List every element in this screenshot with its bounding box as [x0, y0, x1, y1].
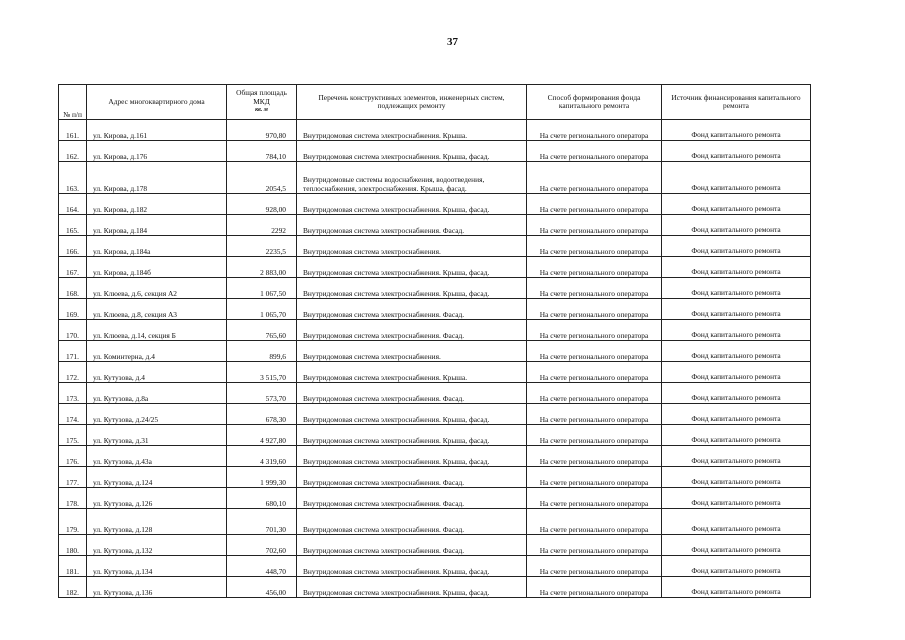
row-works: Внутридомовая система электроснабжения. Крыша, фасад.: [297, 194, 527, 215]
header-area-unit: кв. м: [255, 107, 268, 114]
table-row: [59, 467, 811, 488]
row-source: Фонд капитального ремонта: [662, 236, 811, 257]
table-row: [59, 320, 811, 341]
row-works: Внутридомовая система электроснабжения. Крыша, фасад.: [297, 257, 527, 278]
row-method: На счете регионального оператора: [527, 162, 662, 194]
row-source: Фонд капитального ремонта: [662, 362, 811, 383]
row-source: Фонд капитального ремонта: [662, 162, 811, 194]
table-row: [59, 509, 811, 535]
row-method: На счете регионального оператора: [527, 425, 662, 446]
row-area: 899,6: [227, 341, 297, 362]
row-area: 1 065,70: [227, 299, 297, 320]
table-row: [59, 162, 811, 194]
row-method: На счете регионального оператора: [527, 556, 662, 577]
table-row: [59, 556, 811, 577]
row-number: 175.: [59, 425, 87, 446]
row-works: Внутридомовая система электроснабжения. Фасад.: [297, 535, 527, 556]
row-address: ул. Кирова, д.176: [87, 141, 227, 162]
row-works: Внутридомовая система электроснабжения. Фасад.: [297, 320, 527, 341]
row-number: 174.: [59, 404, 87, 425]
row-number: 173.: [59, 383, 87, 404]
row-address: ул. Кутузова, д.4: [87, 362, 227, 383]
row-source: Фонд капитального ремонта: [662, 120, 811, 141]
row-method: На счете регионального оператора: [527, 341, 662, 362]
row-area: 701,30: [227, 509, 297, 535]
table-row: [59, 236, 811, 257]
row-number: 167.: [59, 257, 87, 278]
row-number: 166.: [59, 236, 87, 257]
row-source: Фонд капитального ремонта: [662, 383, 811, 404]
table-body: [59, 120, 811, 598]
row-source: Фонд капитального ремонта: [662, 577, 811, 598]
row-source: Фонд капитального ремонта: [662, 141, 811, 162]
row-works: Внутридомовая система электроснабжения. Фасад.: [297, 299, 527, 320]
header-method: Способ формирования фонда капитального ремонта: [527, 85, 662, 120]
row-source: Фонд капитального ремонта: [662, 556, 811, 577]
row-source: Фонд капитального ремонта: [662, 467, 811, 488]
row-method: На счете регионального оператора: [527, 404, 662, 425]
row-area: 1 067,50: [227, 278, 297, 299]
table-row: [59, 215, 811, 236]
row-source: Фонд капитального ремонта: [662, 535, 811, 556]
row-address: ул. Кутузова, д.126: [87, 488, 227, 509]
row-area: 2054,5: [227, 162, 297, 194]
row-address: ул. Коминтерна, д.4: [87, 341, 227, 362]
table-row: [59, 141, 811, 162]
row-address: ул. Кирова, д.184б: [87, 257, 227, 278]
row-area: 448,70: [227, 556, 297, 577]
row-source: Фонд капитального ремонта: [662, 425, 811, 446]
row-address: ул. Кутузова, д.128: [87, 509, 227, 535]
row-works: Внутридомовая система электроснабжения. Крыша, фасад.: [297, 404, 527, 425]
row-method: На счете регионального оператора: [527, 362, 662, 383]
row-area: 456,00: [227, 577, 297, 598]
row-area: 4 319,60: [227, 446, 297, 467]
row-area: 702,60: [227, 535, 297, 556]
row-number: 168.: [59, 278, 87, 299]
row-works: Внутридомовая система электроснабжения. Фасад.: [297, 509, 527, 535]
row-area: 1 999,30: [227, 467, 297, 488]
row-source: Фонд капитального ремонта: [662, 299, 811, 320]
row-number: 164.: [59, 194, 87, 215]
row-source: Фонд капитального ремонта: [662, 488, 811, 509]
row-source: Фонд капитального ремонта: [662, 215, 811, 236]
row-area: 3 515,70: [227, 362, 297, 383]
row-method: На счете регионального оператора: [527, 488, 662, 509]
row-method: На счете регионального оператора: [527, 141, 662, 162]
row-address: ул. Кирова, д.182: [87, 194, 227, 215]
row-area: 678,30: [227, 404, 297, 425]
row-method: На счете регионального оператора: [527, 535, 662, 556]
row-address: ул. Кутузова, д.24/25: [87, 404, 227, 425]
row-works: Внутридомовая система электроснабжения. Крыша, фасад.: [297, 556, 527, 577]
row-area: 2 883,00: [227, 257, 297, 278]
table-row: [59, 488, 811, 509]
row-address: ул. Клюева, д.14, секция Б: [87, 320, 227, 341]
row-address: ул. Кирова, д.184а: [87, 236, 227, 257]
row-works: Внутридомовая система электроснабжения. Крыша.: [297, 362, 527, 383]
table-row: [59, 425, 811, 446]
row-address: ул. Кутузова, д.134: [87, 556, 227, 577]
row-number: 162.: [59, 141, 87, 162]
header-address: Адрес многоквартирного дома: [87, 85, 227, 120]
row-source: Фонд капитального ремонта: [662, 341, 811, 362]
row-source: Фонд капитального ремонта: [662, 194, 811, 215]
row-area: 928,00: [227, 194, 297, 215]
page-number: 37: [447, 36, 458, 48]
row-area: 970,80: [227, 120, 297, 141]
header-source: Источник финансирования капитального ремонта: [662, 85, 811, 120]
row-area: 765,60: [227, 320, 297, 341]
row-number: 170.: [59, 320, 87, 341]
row-works: Внутридомовая система электроснабжения. Крыша, фасад.: [297, 577, 527, 598]
table-row: [59, 278, 811, 299]
row-method: На счете регионального оператора: [527, 299, 662, 320]
row-works: Внутридомовая система электроснабжения.: [297, 341, 527, 362]
table-row: [59, 120, 811, 141]
table-row: [59, 257, 811, 278]
row-works: Внутридомовая система электроснабжения.: [297, 236, 527, 257]
table-row: [59, 299, 811, 320]
row-works: Внутридомовая система электроснабжения. Крыша, фасад.: [297, 425, 527, 446]
row-method: На счете регионального оператора: [527, 383, 662, 404]
table-row: [59, 341, 811, 362]
row-address: ул. Клюева, д.6, секция А2: [87, 278, 227, 299]
row-area: 680,10: [227, 488, 297, 509]
row-works: Внутридомовая система электроснабжения. Фасад.: [297, 467, 527, 488]
row-area: 573,70: [227, 383, 297, 404]
table-row: [59, 404, 811, 425]
row-method: На счете регионального оператора: [527, 577, 662, 598]
row-area: 784,10: [227, 141, 297, 162]
row-address: ул. Кутузова, д.124: [87, 467, 227, 488]
row-source: Фонд капитального ремонта: [662, 257, 811, 278]
row-number: 171.: [59, 341, 87, 362]
row-address: ул. Кутузова, д.136: [87, 577, 227, 598]
row-method: На счете регионального оператора: [527, 467, 662, 488]
table-row: [59, 577, 811, 598]
row-method: На счете регионального оператора: [527, 320, 662, 341]
header-area-label: Общая площадь МКД: [236, 88, 287, 106]
row-number: 163.: [59, 162, 87, 194]
row-number: 169.: [59, 299, 87, 320]
row-works: Внутридомовая система электроснабжения. Крыша, фасад.: [297, 278, 527, 299]
row-number: 180.: [59, 535, 87, 556]
header-works: Перечень конструктивных элементов, инженерных систем, подлежащих ремонту: [297, 85, 527, 120]
row-address: ул. Клюева, д.8, секция А3: [87, 299, 227, 320]
row-works: Внутридомовая система электроснабжения. Фасад.: [297, 383, 527, 404]
row-method: На счете регионального оператора: [527, 446, 662, 467]
row-source: Фонд капитального ремонта: [662, 278, 811, 299]
row-address: ул. Кутузова, д.31: [87, 425, 227, 446]
table-header-row: [59, 85, 811, 120]
row-number: 181.: [59, 556, 87, 577]
row-area: 2235,5: [227, 236, 297, 257]
row-number: 177.: [59, 467, 87, 488]
row-address: ул. Кутузова, д.8а: [87, 383, 227, 404]
row-works: Внутридомовая система электроснабжения. Фасад.: [297, 488, 527, 509]
row-method: На счете регионального оператора: [527, 194, 662, 215]
header-area: [227, 85, 297, 120]
table-row: [59, 383, 811, 404]
row-number: 176.: [59, 446, 87, 467]
row-works: Внутридомовые системы водоснабжения, водоотведения, теплоснабжения, электроснабжения. Крыша, фасад.: [297, 162, 527, 194]
row-works: Внутридомовая система электроснабжения. Крыша, фасад.: [297, 141, 527, 162]
row-number: 179.: [59, 509, 87, 535]
row-source: Фонд капитального ремонта: [662, 320, 811, 341]
header-num: № п/п: [59, 85, 87, 120]
row-method: На счете регионального оператора: [527, 257, 662, 278]
row-works: Внутридомовая система электроснабжения. Фасад.: [297, 215, 527, 236]
row-method: На счете регионального оператора: [527, 278, 662, 299]
row-source: Фонд капитального ремонта: [662, 509, 811, 535]
row-method: На счете регионального оператора: [527, 236, 662, 257]
row-works: Внутридомовая система электроснабжения. Крыша, фасад.: [297, 446, 527, 467]
table-row: [59, 446, 811, 467]
row-number: 172.: [59, 362, 87, 383]
table-row: [59, 362, 811, 383]
row-source: Фонд капитального ремонта: [662, 446, 811, 467]
row-method: На счете регионального оператора: [527, 215, 662, 236]
row-number: 178.: [59, 488, 87, 509]
table-row: [59, 194, 811, 215]
row-works: Внутридомовая система электроснабжения. Крыша.: [297, 120, 527, 141]
row-number: 165.: [59, 215, 87, 236]
row-method: На счете регионального оператора: [527, 509, 662, 535]
row-number: 182.: [59, 577, 87, 598]
row-address: ул. Кутузова, д.132: [87, 535, 227, 556]
row-area: 2292: [227, 215, 297, 236]
row-address: ул. Кирова, д.184: [87, 215, 227, 236]
row-number: 161.: [59, 120, 87, 141]
row-area: 4 927,80: [227, 425, 297, 446]
row-address: ул. Кирова, д.178: [87, 162, 227, 194]
row-source: Фонд капитального ремонта: [662, 404, 811, 425]
row-method: На счете регионального оператора: [527, 120, 662, 141]
repair-table: [58, 84, 811, 598]
table-row: [59, 535, 811, 556]
row-address: ул. Кирова, д.161: [87, 120, 227, 141]
row-address: ул. Кутузова, д.43а: [87, 446, 227, 467]
